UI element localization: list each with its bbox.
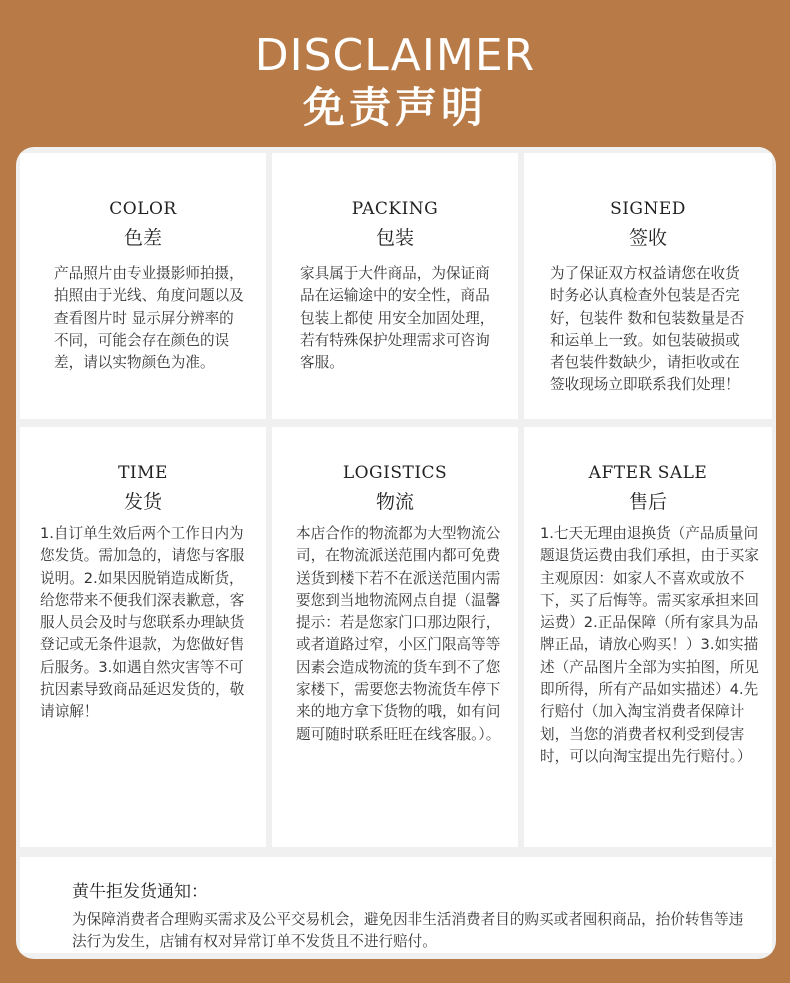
- card-title-chinese: 包装: [375, 227, 414, 249]
- card-after-sale: [524, 427, 772, 847]
- card-title-english: TIME: [118, 463, 168, 483]
- card-text: 1.七天无理由退换货（产品质量问题退货运费由我们承担，由于买家主观原因：如家人不喜欢或放不下，买了后悔等。需买家承担来回运费）2.正品保障（所有家具为品牌正品，请放心购买！）3.如实描述（产品图片全部为实拍图，所见即所得，所有产品如实描述）4.先行赔付（加入淘宝消费者保障计划，当您的消费者权利受到侵害时，可以向淘宝提出先行赔付。）: [540, 525, 759, 765]
- page-title-chinese: 免责声明: [302, 83, 487, 132]
- card-text: 家具属于大件商品，为保证商品在运输途中的安全性，商品包装上都使 用安全加固处理，若有特殊保护处理需求可咨询客服。: [300, 265, 495, 372]
- card-logistics: [272, 427, 518, 847]
- card-title-english: COLOR: [109, 199, 177, 219]
- card-text: 产品照片由专业摄影师拍摄，拍照由于光线、角度问题以及查看图片时 显示屏分辨率的不同，可能会存在颜色的误差，请以实物颜色为准。: [54, 265, 244, 372]
- card-text: 1.自订单生效后两个工作日内为您发货。需加急的，请您与客服说明。2.如果因脱销造成断货，给您带来不便我们深表歉意，客服人员会及时与您联系办理缺货登记或无条件退款，为您做好售后服务。3.如遇自然灾害等不可抗因素导致商品延迟发货的，敬请谅解！: [40, 525, 245, 721]
- card-title-chinese: 色差: [123, 227, 162, 249]
- card-title-chinese: 物流: [375, 491, 414, 513]
- card-packing: [272, 153, 518, 419]
- notice-title: 黄牛拒发货通知：: [72, 882, 208, 902]
- card-text: 本店合作的物流都为大型物流公司，在物流派送范围内都可免费送货到楼下若不在派送范围内需要您到当地物流网点自提（温馨提示：若是您家门口那边限行，或者道路过窄，小区门限高等等因素会造成物流的货车到不了您家楼下，需要您去物流货车停下来的地方拿下货物的哦，如有问题可随时联系旺旺在线客服。）。: [296, 525, 501, 743]
- card-color: [20, 153, 266, 419]
- card-title-english: AFTER SALE: [588, 463, 708, 483]
- card-time: [20, 427, 266, 847]
- scalper-notice: [20, 857, 772, 953]
- card-title-chinese: 发货: [123, 491, 162, 513]
- notice-text: 为保障消费者合理购买需求及公平交易机会，避免因非生活消费者目的购买或者囤积商品，抬价转售等违法行为发生，店铺有权对异常订单不发货且不进行赔付。: [72, 911, 744, 950]
- card-title-english: SIGNED: [610, 199, 686, 219]
- page-title-english: DISCLAIMER: [254, 30, 536, 81]
- card-title-english: PACKING: [351, 199, 439, 219]
- card-signed: [524, 153, 772, 419]
- disclaimer-panel: [16, 147, 776, 959]
- card-title-chinese: 签收: [628, 227, 667, 249]
- card-title-english: LOGISTICS: [342, 463, 448, 483]
- card-text: 为了保证双方权益请您在收货时务必认真检查外包装是否完好，包装件 数和包装数量是否和运单上一致。如包装破损或者包装件数缺少，请拒收或在签收现场立即联系我们处理！: [550, 265, 745, 394]
- card-title-chinese: 售后: [628, 491, 667, 513]
